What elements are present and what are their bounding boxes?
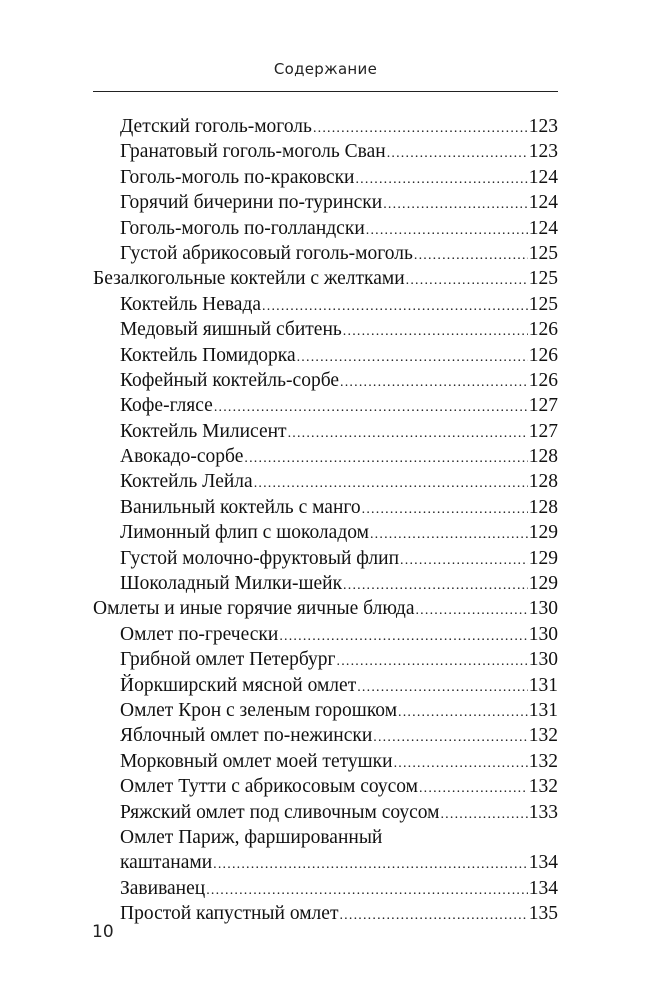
toc-leader-dots (366, 218, 528, 243)
toc-entry (93, 800, 558, 825)
toc-entry-title: Кофейный коктейль-сорбе (120, 369, 340, 391)
toc-entry-page: 123 (528, 116, 558, 137)
toc-leader-dots (362, 497, 528, 522)
toc-leader-dots (343, 573, 528, 598)
toc-leader-dots (370, 522, 528, 547)
toc-entry (93, 241, 558, 266)
toc-entry-title: Гоголь-моголь по-голландски (120, 217, 365, 239)
toc-entry (93, 292, 558, 317)
toc-entry-title: Коктейль Помидорка (120, 344, 296, 366)
toc-entry (93, 343, 558, 368)
toc-entry-page: 125 (528, 293, 558, 315)
toc-entry (93, 419, 558, 444)
toc-entry-page: 135 (528, 903, 558, 925)
toc-leader-dots (206, 878, 528, 903)
toc-entry-title: Морковный омлет моей тетушки (120, 750, 393, 772)
toc-entry (93, 596, 558, 621)
toc-leader-dots (214, 395, 528, 420)
toc-entry (93, 546, 558, 571)
toc-entry-title: Коктейль Милисент (120, 420, 287, 442)
toc-leader-dots (313, 116, 528, 141)
toc-leader-dots (373, 725, 527, 750)
toc-entry-title: Детский гоголь-моголь (120, 116, 312, 137)
toc-entry (93, 622, 558, 647)
toc-leader-dots (254, 471, 528, 496)
toc-entry-title: Завиванец (120, 877, 206, 899)
toc-leader-dots (400, 548, 528, 573)
toc-leader-dots (337, 649, 528, 674)
running-head: Содержание (273, 60, 378, 78)
toc-entry-title: Густой молочно-фруктовый флип (120, 547, 400, 569)
toc-entry-title: Коктейль Лейла (120, 471, 253, 493)
toc-entry-page: 129 (528, 547, 558, 569)
toc-entry (93, 216, 558, 241)
toc-entry (93, 520, 558, 545)
toc-entry-title: Ванильный коктейль с манго (120, 496, 361, 518)
toc-entry-title: Горячий бичерини по-турински (120, 192, 383, 214)
toc-entry-page: 132 (528, 725, 558, 747)
toc-entry-title: Кофе-глясе (120, 395, 213, 417)
toc-entry (93, 825, 558, 850)
toc-leader-dots (383, 192, 528, 217)
toc-entry-page: 131 (528, 674, 558, 696)
toc-entry-title: Густой абрикосовый гоголь-моголь (120, 242, 413, 264)
toc-entry-page: 127 (528, 420, 558, 442)
toc-entry (93, 749, 558, 774)
toc-entry-title: Грибной омлет Петербург (120, 649, 336, 671)
toc-entry-page: 134 (528, 877, 558, 899)
toc-entry-title: Ряжский омлет под сливочным соусом (120, 801, 440, 823)
header-rule (93, 91, 558, 92)
toc-entry-page: 130 (528, 649, 558, 671)
toc-leader-dots (297, 345, 528, 370)
toc-entry-page: 130 (528, 623, 558, 645)
toc-leader-dots (340, 370, 528, 395)
toc-entry-title: Шоколадный Милки-шейк (120, 573, 343, 595)
toc-entry-page: 128 (528, 446, 558, 468)
toc-entry-title: Омлет Париж, фаршированный (120, 826, 383, 848)
page-number: 10 (92, 922, 114, 942)
toc-entry-page: 124 (528, 192, 558, 214)
toc-entry-page: 132 (528, 776, 558, 798)
toc-leader-dots (262, 294, 528, 319)
toc-entry-page: 129 (528, 573, 558, 595)
toc-leader-dots (419, 776, 528, 801)
toc-entry-title: каштанами (120, 852, 213, 874)
toc-entry (93, 266, 558, 291)
toc-entry-page: 132 (528, 750, 558, 772)
toc-entry (93, 495, 558, 520)
toc-entry (93, 774, 558, 799)
toc-entry-page: 131 (528, 699, 558, 721)
toc-entry-title: Авокадо-сорбе (120, 446, 244, 468)
toc-entry-title: Омлет Крон с зеленым горошком (120, 699, 398, 721)
toc-entry-title: Гранатовый гоголь-моголь Сван (120, 141, 386, 163)
toc-entry-title: Гоголь-моголь по-краковски (120, 166, 355, 188)
toc-entry-title: Омлеты и иные горячие яичные блюда (93, 598, 415, 620)
toc-entry-page: 124 (528, 166, 558, 188)
toc-entry-title: Омлет Тутти с абрикосовым соусом (120, 776, 418, 798)
toc-leader-dots (357, 675, 528, 700)
toc-leader-dots (387, 141, 528, 166)
toc-entry-title: Коктейль Невада (120, 293, 262, 315)
toc-entry-page: 130 (528, 598, 558, 620)
toc-entry-page: 125 (528, 268, 558, 290)
toc-entry-title: Йоркширский мясной омлет (120, 674, 357, 696)
table-of-contents (93, 114, 558, 927)
toc-entry (93, 673, 558, 698)
toc-entry (93, 901, 558, 926)
toc-entry-page: 126 (528, 369, 558, 391)
toc-entry-title: Омлет по-гречески (120, 623, 279, 645)
toc-entry-page: 133 (528, 801, 558, 823)
toc-leader-dots (406, 268, 528, 293)
toc-entry (93, 723, 558, 748)
toc-entry (93, 647, 558, 672)
toc-entry-page: 129 (528, 522, 558, 544)
toc-entry-title: Яблочный омлет по-нежински (120, 725, 373, 747)
toc-entry (93, 876, 558, 901)
toc-leader-dots (398, 700, 528, 725)
toc-leader-dots (213, 852, 528, 877)
toc-entry (93, 393, 558, 418)
toc-leader-dots (339, 903, 527, 928)
toc-entry (93, 850, 558, 875)
toc-entry-page: 124 (528, 217, 558, 239)
toc-entry (93, 139, 558, 164)
toc-entry (93, 317, 558, 342)
toc-leader-dots (440, 802, 527, 827)
toc-entry (93, 469, 558, 494)
toc-entry (93, 698, 558, 723)
toc-leader-dots (244, 446, 527, 471)
toc-entry-page: 128 (528, 471, 558, 493)
toc-entry-title: Лимонный флип с шоколадом (120, 522, 369, 544)
toc-entry-page: 125 (528, 242, 558, 264)
toc-entry-page: 128 (528, 496, 558, 518)
toc-leader-dots (355, 167, 527, 192)
toc-leader-dots (394, 751, 528, 776)
toc-entry (93, 165, 558, 190)
toc-entry (93, 571, 558, 596)
toc-leader-dots (343, 319, 528, 344)
toc-entry (93, 190, 558, 215)
toc-leader-dots (279, 624, 527, 649)
toc-entry-title: Простой капустный омлет (120, 903, 339, 925)
toc-entry-title: Медовый яишный сбитень (120, 319, 342, 341)
toc-entry-page: 127 (528, 395, 558, 417)
toc-entry (93, 114, 558, 139)
toc-leader-dots (414, 243, 528, 268)
toc-entry-title: Безалкогольные коктейли с желтками (93, 268, 405, 290)
toc-entry-page: 126 (528, 319, 558, 341)
toc-leader-dots (415, 598, 527, 623)
toc-entry-page: 126 (528, 344, 558, 366)
toc-leader-dots (288, 421, 528, 446)
toc-entry-page: 134 (528, 852, 558, 874)
toc-entry-page: 123 (528, 141, 558, 163)
toc-entry (93, 444, 558, 469)
toc-entry (93, 368, 558, 393)
